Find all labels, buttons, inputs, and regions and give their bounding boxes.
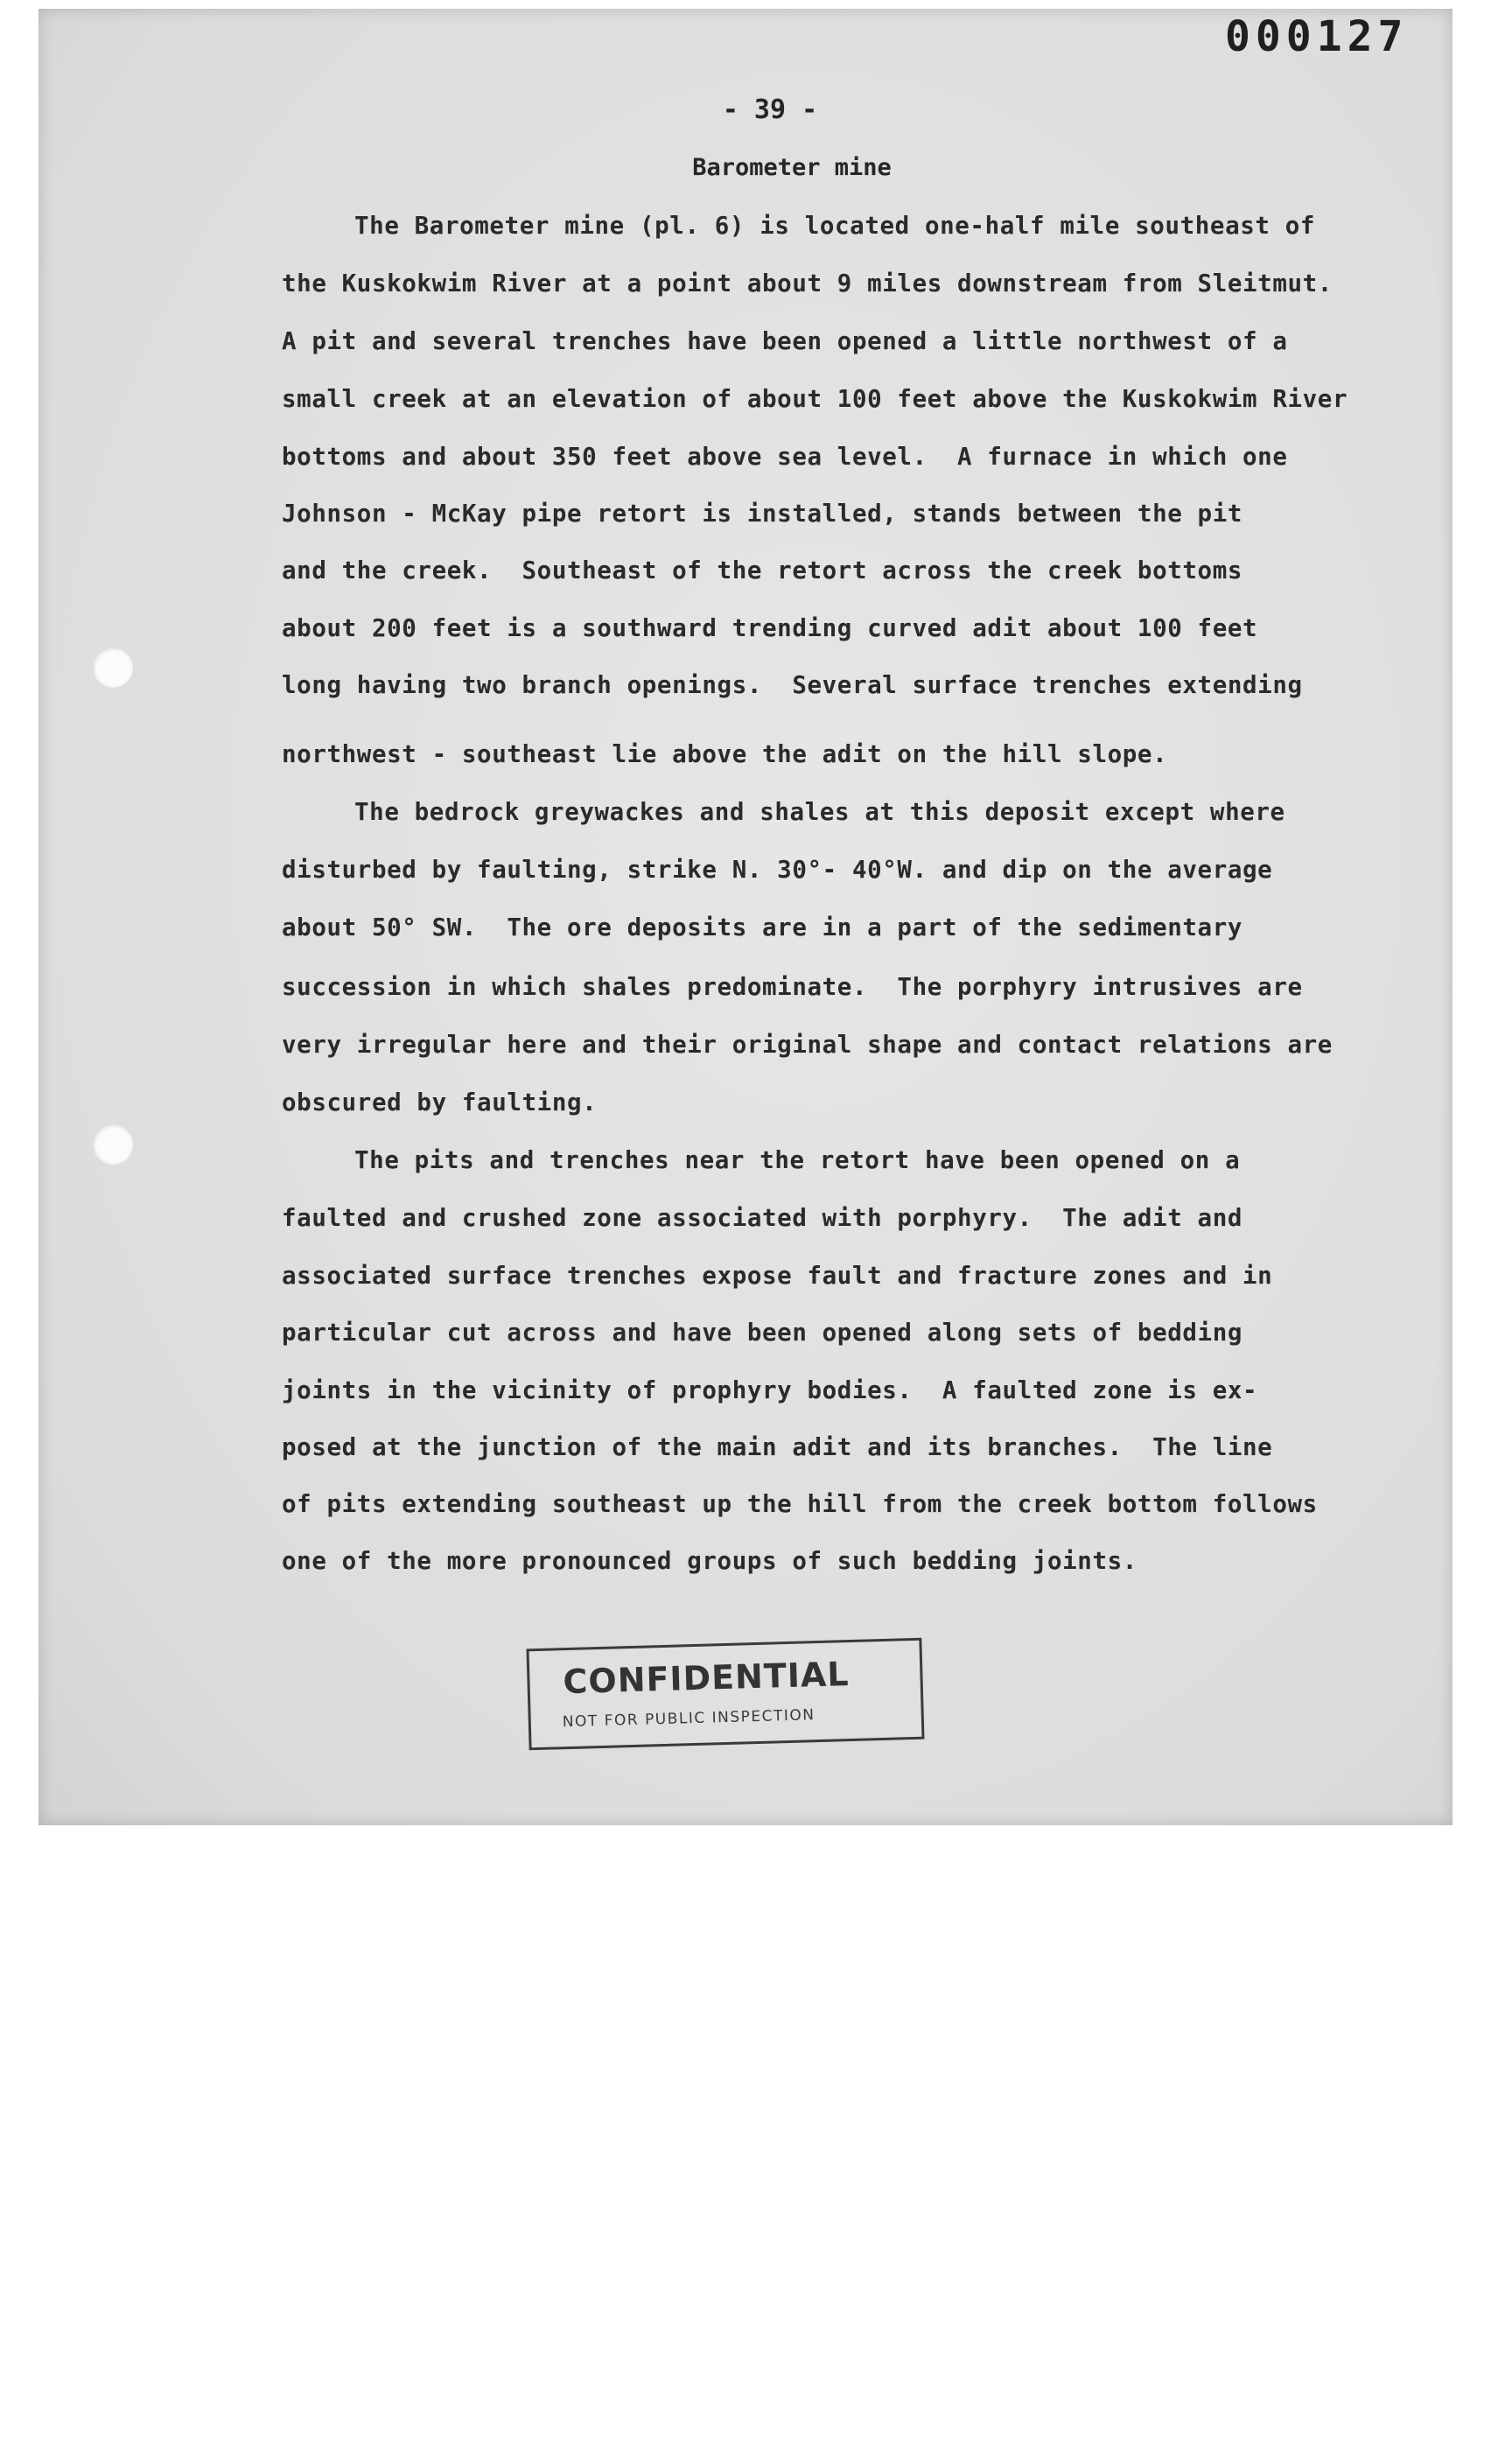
text-line: and the creek. Southeast of the retort across the creek bottoms (282, 556, 1243, 584)
binder-hole-top (93, 648, 133, 688)
text-line: A pit and several trenches have been opened a little northwest of a (282, 327, 1288, 355)
text-line: small creek at an elevation of about 100 feet above the Kuskokwim River (282, 385, 1348, 413)
binder-hole-bottom (93, 1124, 133, 1165)
document-number: 000127 (1225, 12, 1409, 61)
text-line: particular cut across and have been opened along sets of bedding (282, 1319, 1243, 1347)
text-line: associated surface trenches expose fault and fracture zones and in (282, 1262, 1273, 1290)
text-line: disturbed by faulting, strike N. 30°- 40°W. and dip on the average (282, 856, 1273, 884)
text-line: The Barometer mine (pl. 6) is located one-half mile southeast of (354, 212, 1316, 240)
text-line: very irregular here and their original shape and contact relations are (282, 1031, 1333, 1059)
text-line: the Kuskokwim River at a point about 9 miles downstream from Sleitmut. (282, 270, 1333, 298)
text-line: posed at the junction of the main adit and its branches. The line (282, 1433, 1273, 1461)
text-line: obscured by faulting. (282, 1088, 598, 1116)
text-line: about 50° SW. The ore deposits are in a part of the sedimentary (282, 914, 1243, 942)
text-line: bottoms and about 350 feet above sea level. A furnace in which one (282, 443, 1288, 471)
stamp-subtitle: NOT FOR PUBLIC INSPECTION (562, 1706, 816, 1732)
confidential-stamp (526, 1638, 924, 1751)
text-line: northwest - southeast lie above the adit on the hill slope. (282, 740, 1168, 768)
text-line: The bedrock greywackes and shales at this deposit except where (354, 798, 1285, 826)
text-line: of pits extending southeast up the hill from the creek bottom follows (282, 1490, 1318, 1518)
text-line: about 200 feet is a southward trending curved adit about 100 feet (282, 614, 1258, 642)
text-line: The pits and trenches near the retort have been opened on a (354, 1146, 1241, 1174)
text-line: succession in which shales predominate. The porphyry intrusives are (282, 973, 1303, 1001)
stamp-title: CONFIDENTIAL (562, 1655, 850, 1702)
text-line: one of the more pronounced groups of such bedding joints. (282, 1547, 1138, 1575)
text-line: Johnson - McKay pipe retort is installed, stands between the pit (282, 500, 1243, 528)
text-line: long having two branch openings. Several surface trenches extending (282, 671, 1303, 699)
section-heading: Barometer mine (692, 154, 892, 181)
text-line: joints in the vicinity of prophyry bodies. A faulted zone is ex- (282, 1376, 1258, 1404)
page-number: - 39 - (722, 94, 818, 125)
text-line: faulted and crushed zone associated with porphyry. The adit and (282, 1204, 1243, 1232)
